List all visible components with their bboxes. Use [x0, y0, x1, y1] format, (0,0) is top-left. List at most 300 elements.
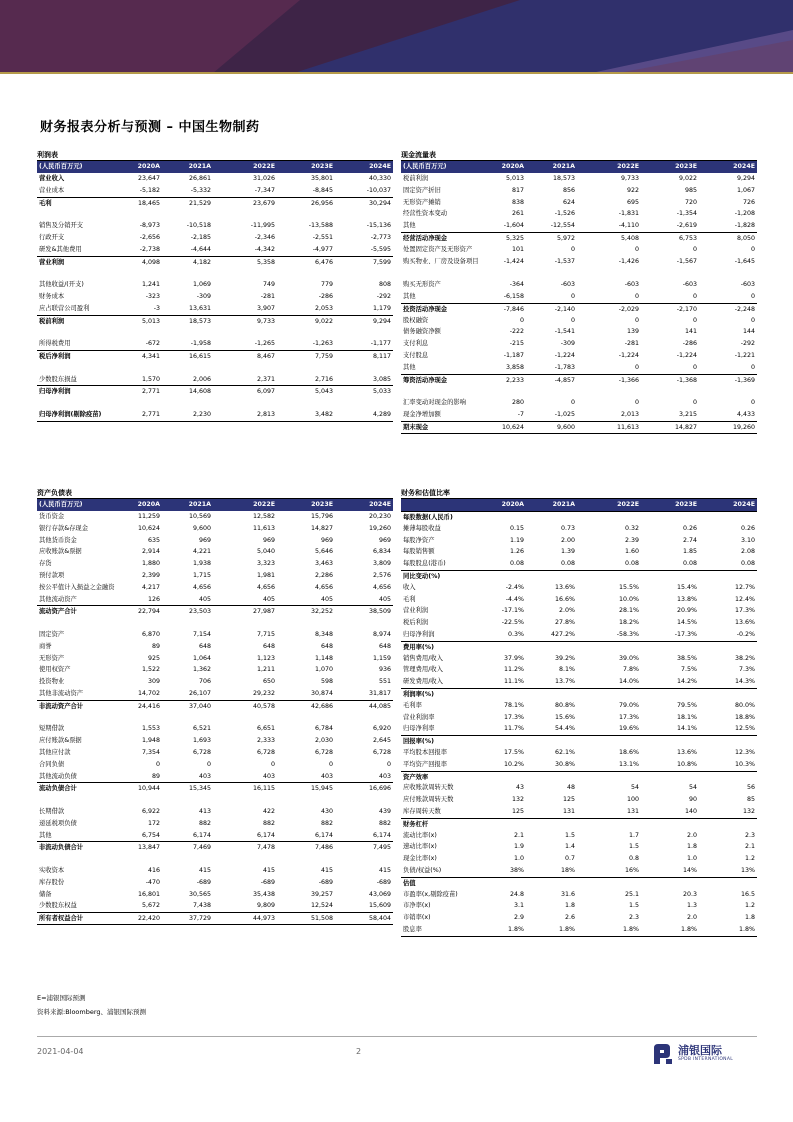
- cell-value: 20,230: [368, 513, 391, 520]
- row-label: 购买无形资产: [403, 281, 441, 289]
- cell-value: -1,567: [676, 257, 697, 265]
- table-row: [37, 558, 393, 570]
- cell-value: 0: [750, 292, 755, 300]
- cell-value: -2,170: [676, 305, 697, 313]
- cell-value: -1,828: [734, 222, 755, 230]
- table-row: [401, 511, 757, 523]
- cell-value: 1,553: [141, 725, 160, 733]
- cell-value: 1.26: [509, 548, 524, 556]
- cell-value: -1,604: [503, 222, 524, 230]
- cell-value: 132: [511, 796, 524, 804]
- unit-label: (人民币百万元): [39, 163, 83, 170]
- cell-value: 925: [147, 654, 160, 662]
- cell-value: 26,956: [310, 199, 333, 207]
- cell-value: 31,026: [252, 175, 275, 182]
- row-label: 流动负债合计: [39, 785, 77, 793]
- cell-value: 838: [511, 198, 524, 206]
- cell-value: 16,115: [252, 785, 275, 793]
- cell-value: 0: [634, 316, 639, 324]
- cell-value: 13.6%: [554, 583, 575, 591]
- cell-value: 144: [742, 328, 755, 336]
- cell-value: 0.3%: [508, 630, 524, 638]
- table-row: [37, 712, 393, 724]
- cell-value: 1,570: [141, 375, 160, 383]
- table-row: [401, 326, 757, 338]
- row-label: 短期借款: [39, 725, 65, 733]
- cell-value: -5,332: [190, 186, 211, 194]
- table-row: [401, 889, 757, 901]
- row-label: 每股股息(港币): [403, 560, 446, 568]
- cell-value: 23,503: [188, 608, 211, 616]
- row-label: 库存股份: [39, 878, 65, 886]
- table-header-row: [401, 499, 757, 511]
- cell-value: 5,013: [141, 317, 160, 325]
- year-header: 2021A: [188, 163, 211, 170]
- cell-value: 125: [562, 796, 575, 804]
- table-end-line: [37, 421, 393, 422]
- table-row: [401, 782, 757, 794]
- cell-value: 38%: [510, 866, 524, 874]
- table-row: [401, 267, 757, 279]
- cell-value: 0: [750, 316, 755, 324]
- unit-label: (人民币百万元): [403, 163, 447, 170]
- cell-value: -1,368: [676, 376, 697, 384]
- cell-value: 35,438: [252, 890, 275, 898]
- table-row: [401, 385, 757, 397]
- cell-value: 4,289: [372, 410, 391, 418]
- cell-value: 23,679: [252, 199, 275, 207]
- cell-value: -1,426: [618, 257, 639, 265]
- table-row: [401, 771, 757, 783]
- cell-value: 1,064: [192, 654, 211, 662]
- cell-value: 0: [519, 316, 524, 324]
- cell-value: 0: [634, 292, 639, 300]
- year-header: 2020A: [501, 163, 524, 170]
- cell-value: -7,347: [254, 186, 275, 194]
- cell-value: 0: [634, 363, 639, 371]
- cell-value: 2,716: [314, 375, 333, 383]
- table-row: [37, 782, 393, 794]
- cell-value: 4,656: [256, 583, 275, 591]
- cell-value: 13%: [741, 866, 755, 874]
- cell-value: 0.32: [624, 524, 639, 532]
- cell-value: 2.1: [744, 843, 755, 851]
- cell-value: 5,358: [256, 258, 275, 266]
- cell-value: 18.6%: [618, 748, 639, 756]
- row-label: 合同负债: [39, 760, 65, 768]
- cell-value: -309: [560, 340, 575, 348]
- footer-date: 2021-04-04: [37, 1047, 84, 1056]
- cell-value: 6,784: [314, 725, 333, 733]
- cell-value: 6,174: [192, 831, 211, 839]
- table-row: [401, 653, 757, 665]
- table-end-line: [401, 936, 757, 937]
- table-row: [401, 315, 757, 327]
- cell-value: 6,728: [256, 748, 275, 756]
- page-title: 财务报表分析与预测 – 中国生物制药: [40, 120, 260, 135]
- row-label: 其他: [403, 363, 416, 371]
- cell-value: 11.2%: [503, 666, 524, 674]
- cell-value: -603: [560, 281, 575, 289]
- cell-value: 12,524: [310, 902, 333, 910]
- cell-value: -286: [682, 340, 697, 348]
- cell-value: 1.0: [513, 855, 524, 863]
- cell-value: 0.08: [624, 560, 639, 568]
- cell-value: -222: [509, 328, 524, 336]
- cell-value: 7,478: [256, 844, 275, 852]
- cell-value: 19,260: [732, 423, 755, 431]
- cell-value: 3,907: [256, 304, 275, 312]
- cell-value: 0.08: [509, 560, 524, 568]
- row-label: 收入: [403, 583, 416, 591]
- cell-value: 5,033: [372, 388, 391, 396]
- cell-value: 126: [147, 595, 160, 603]
- cell-value: 10.8%: [676, 760, 697, 768]
- row-label: 估值: [403, 879, 416, 887]
- table-row: [401, 558, 757, 570]
- cell-value: 3.10: [740, 536, 755, 544]
- cell-value: 13.8%: [676, 595, 697, 603]
- cell-value: 7,469: [192, 844, 211, 852]
- cell-value: 40,330: [368, 175, 391, 182]
- cell-value: 0: [692, 316, 697, 324]
- cell-value: -215: [509, 340, 524, 348]
- table-row: [37, 220, 393, 232]
- cell-value: 12.4%: [734, 595, 755, 603]
- row-label: 股权融资: [403, 316, 429, 324]
- cell-value: -292: [740, 340, 755, 348]
- cell-value: 18%: [561, 866, 575, 874]
- table-row: [401, 712, 757, 724]
- table-row: [401, 841, 757, 853]
- cell-value: 54: [688, 784, 697, 792]
- cell-value: 1,179: [372, 304, 391, 312]
- cell-value: 706: [198, 678, 211, 686]
- cell-value: 0: [692, 292, 697, 300]
- source-note: 资料来源:Bloomberg、浦银国际预测: [37, 1008, 147, 1016]
- cell-value: 1.3: [686, 902, 697, 910]
- cell-value: 1.5: [564, 831, 575, 839]
- cell-value: 30,565: [188, 890, 211, 898]
- cell-value: 1,069: [192, 281, 211, 289]
- row-label: 市净率(x): [403, 902, 431, 910]
- cell-value: 648: [198, 642, 211, 650]
- row-label: 管理费用/收入: [403, 666, 443, 674]
- table-row: [37, 841, 393, 853]
- ratios-table: [401, 488, 757, 937]
- cell-value: 403: [262, 772, 275, 780]
- cell-value: -12,554: [550, 222, 575, 230]
- cell-value: -281: [260, 292, 275, 300]
- row-label: 其他流动负债: [39, 772, 77, 780]
- cell-value: 12.3%: [734, 748, 755, 756]
- cell-value: 6,728: [314, 748, 333, 756]
- cell-value: 0: [634, 399, 639, 407]
- section-title: 利润表: [37, 150, 393, 161]
- row-label: 营业利润率: [403, 713, 435, 721]
- cell-value: 79.0%: [618, 701, 639, 709]
- cell-value: 42,686: [310, 702, 333, 710]
- cell-value: -603: [740, 281, 755, 289]
- cell-value: -4,977: [312, 245, 333, 253]
- table-row: [401, 546, 757, 558]
- table-row: [401, 818, 757, 830]
- cell-value: 749: [262, 281, 275, 289]
- table-row: [37, 688, 393, 700]
- table-row: [37, 900, 393, 912]
- table-row: [37, 256, 393, 268]
- table-row: [37, 676, 393, 688]
- cell-value: 17.3%: [618, 713, 639, 721]
- row-label: 研发费用/收入: [403, 678, 443, 686]
- cell-value: 10,569: [188, 513, 211, 520]
- table-row: [401, 641, 757, 653]
- header-banner: [0, 0, 793, 84]
- row-label: 无形资产摊销: [403, 198, 441, 206]
- cell-value: 7,354: [141, 748, 160, 756]
- cell-value: 882: [378, 819, 391, 827]
- cell-value: 1,880: [141, 560, 160, 568]
- cell-value: 2.00: [560, 536, 575, 544]
- table-row: [401, 629, 757, 641]
- cell-value: 856: [562, 186, 575, 194]
- table-header-row: [37, 499, 393, 511]
- table-row: [37, 279, 393, 291]
- year-header: 2022E: [253, 163, 275, 170]
- cell-value: 30,294: [368, 199, 391, 207]
- income-statement-table: [37, 150, 393, 422]
- table-row: [37, 617, 393, 629]
- table-row: [37, 594, 393, 606]
- row-label: 归母净利润: [403, 630, 435, 638]
- cell-value: 39.2%: [554, 654, 575, 662]
- row-label: 支付利息: [403, 340, 429, 348]
- cell-value: 1.8%: [508, 925, 524, 933]
- row-label: 现金比率(x): [403, 855, 437, 863]
- table-row: [401, 197, 757, 209]
- row-label: 支付股息: [403, 351, 429, 359]
- cell-value: 7.3%: [739, 666, 755, 674]
- cell-value: 0: [692, 399, 697, 407]
- cell-value: -7: [517, 410, 524, 418]
- cell-value: 39.0%: [618, 654, 639, 662]
- cell-value: 62.1%: [554, 748, 575, 756]
- cell-value: -4,342: [254, 245, 275, 253]
- cell-value: 882: [198, 819, 211, 827]
- row-label: 银行存款&存现金: [39, 524, 88, 532]
- table-row: [37, 853, 393, 865]
- cell-value: 4,656: [314, 583, 333, 591]
- row-label: 实收资本: [39, 866, 65, 874]
- cell-value: 7,438: [192, 902, 211, 910]
- cell-value: 648: [378, 642, 391, 650]
- cell-value: 14.2%: [676, 678, 697, 686]
- cell-value: 1.0: [686, 855, 697, 863]
- table-row: [401, 900, 757, 912]
- cell-value: 261: [511, 210, 524, 218]
- row-label: 库存周转天数: [403, 807, 441, 815]
- table-row: [401, 523, 757, 535]
- cell-value: -1,526: [554, 210, 575, 218]
- cell-value: -281: [624, 340, 639, 348]
- cell-value: 5,013: [505, 175, 524, 182]
- cell-value: 11.1%: [503, 678, 524, 686]
- cell-value: 0: [270, 760, 275, 768]
- cell-value: -689: [260, 878, 275, 886]
- row-label: 流动资产合计: [39, 608, 77, 616]
- cell-value: 3,858: [505, 363, 524, 371]
- table-row: [401, 806, 757, 818]
- cell-value: 40,578: [252, 702, 275, 710]
- cell-value: -1,187: [503, 351, 524, 359]
- cell-value: -470: [145, 878, 160, 886]
- cell-value: -1,369: [734, 376, 755, 384]
- table-row: [37, 523, 393, 535]
- cell-value: 0.26: [682, 524, 697, 532]
- cell-value: -2,029: [618, 305, 639, 313]
- cell-value: 132: [742, 807, 755, 815]
- table-row: [401, 185, 757, 197]
- cell-value: 13,631: [188, 304, 211, 312]
- cell-value: 1.85: [682, 548, 697, 556]
- cell-value: 16,801: [137, 890, 160, 898]
- cell-value: 89: [151, 772, 160, 780]
- cell-value: 7,715: [256, 630, 275, 638]
- table-row: [401, 362, 757, 374]
- cell-value: 2,371: [256, 375, 275, 383]
- cell-value: 0: [692, 363, 697, 371]
- table-row: [401, 830, 757, 842]
- cell-value: 1.60: [624, 548, 639, 556]
- cell-value: -1,208: [734, 210, 755, 218]
- cell-value: 9,294: [736, 175, 755, 182]
- cell-value: 0.08: [682, 560, 697, 568]
- cell-value: 85: [746, 796, 755, 804]
- row-label: 非流动负债合计: [39, 844, 84, 852]
- cell-value: 4,341: [141, 352, 160, 360]
- row-label: 归母净利润(剔除疫苗): [39, 410, 102, 418]
- cell-value: 415: [198, 866, 211, 874]
- cell-value: 15,609: [368, 902, 391, 910]
- cell-value: 4,656: [372, 583, 391, 591]
- cell-value: 30.8%: [554, 760, 575, 768]
- cell-value: 7,495: [372, 844, 391, 852]
- cell-value: -2,738: [139, 245, 160, 253]
- cell-value: 1,522: [141, 666, 160, 674]
- cell-value: 779: [320, 281, 333, 289]
- year-header: 2020A: [137, 501, 160, 508]
- row-label: 毛利: [39, 199, 52, 207]
- cell-value: 101: [511, 245, 524, 253]
- cell-value: 10,624: [501, 423, 524, 431]
- cell-value: 17.5%: [503, 748, 524, 756]
- cell-value: 1.8: [744, 914, 755, 922]
- cell-value: 635: [147, 536, 160, 544]
- row-label: 研发&其他费用: [39, 245, 82, 253]
- row-label: 应付账款周转天数: [403, 796, 454, 804]
- cell-value: 19,260: [368, 524, 391, 532]
- cell-value: -309: [196, 292, 211, 300]
- cell-value: 1,148: [314, 654, 333, 662]
- cell-value: 19.6%: [618, 725, 639, 733]
- cell-value: 985: [684, 186, 697, 194]
- cell-value: 0: [328, 760, 333, 768]
- cell-value: 8.1%: [559, 666, 575, 674]
- cell-value: 13.6%: [676, 748, 697, 756]
- cell-value: 8,467: [256, 352, 275, 360]
- table-header-row: [37, 161, 393, 173]
- table-row: [37, 830, 393, 842]
- cell-value: 37.9%: [503, 654, 524, 662]
- cell-value: 2,399: [141, 571, 160, 579]
- year-header: 2024E: [733, 163, 755, 170]
- row-label: 其他: [39, 831, 52, 839]
- table-row: [37, 877, 393, 889]
- cashflow-statement-table: [401, 150, 757, 434]
- table-row: [37, 197, 393, 209]
- row-label: 税后利润: [403, 619, 429, 627]
- cell-value: 13.1%: [618, 760, 639, 768]
- year-header: 2022E: [617, 501, 639, 508]
- table-row: [401, 582, 757, 594]
- cell-value: 22,794: [137, 608, 160, 616]
- row-label: 储备: [39, 890, 52, 898]
- cell-value: 38.2%: [734, 654, 755, 662]
- cell-value: -11,995: [250, 222, 275, 230]
- cell-value: 882: [320, 819, 333, 827]
- row-label: 其他: [403, 222, 416, 230]
- row-label: 速动比率(x): [403, 843, 437, 851]
- cell-value: 0: [750, 363, 755, 371]
- table-row: [37, 641, 393, 653]
- table-row: [401, 208, 757, 220]
- section-title: 财务和估值比率: [401, 488, 757, 499]
- cell-value: 0: [570, 399, 575, 407]
- table-row: [401, 594, 757, 606]
- section-title: 现金流量表: [401, 150, 757, 161]
- row-label: 固定资产: [39, 630, 65, 638]
- cell-value: 2,333: [256, 737, 275, 745]
- cell-value: 9,809: [256, 902, 275, 910]
- row-label: 每股数据(人民币): [403, 514, 453, 521]
- cell-value: 29,232: [252, 689, 275, 697]
- cell-value: 427.2%: [550, 630, 575, 638]
- cell-value: 14,702: [137, 689, 160, 697]
- table-row: [37, 338, 393, 350]
- cell-value: 9,733: [256, 317, 275, 325]
- cell-value: -2,248: [734, 305, 755, 313]
- cell-value: -603: [682, 281, 697, 289]
- cell-value: 27,987: [252, 608, 275, 616]
- row-label: 财务杠杆: [403, 820, 429, 828]
- table-header-row: [401, 161, 757, 173]
- table-row: [401, 688, 757, 700]
- cell-value: 1,938: [192, 560, 211, 568]
- table-row: [37, 723, 393, 735]
- year-header: 2024E: [369, 163, 391, 170]
- table-row: [37, 629, 393, 641]
- cell-value: 2.39: [624, 536, 639, 544]
- cell-value: -22.5%: [501, 619, 524, 627]
- cell-value: 125: [511, 807, 524, 815]
- row-label: 营业利润: [39, 258, 65, 266]
- cell-value: 2,013: [620, 410, 639, 418]
- cell-value: 1.2: [744, 902, 755, 910]
- cell-value: 139: [626, 328, 639, 336]
- table-row: [37, 818, 393, 830]
- cell-value: 0: [750, 245, 755, 253]
- cell-value: 18,465: [137, 199, 160, 207]
